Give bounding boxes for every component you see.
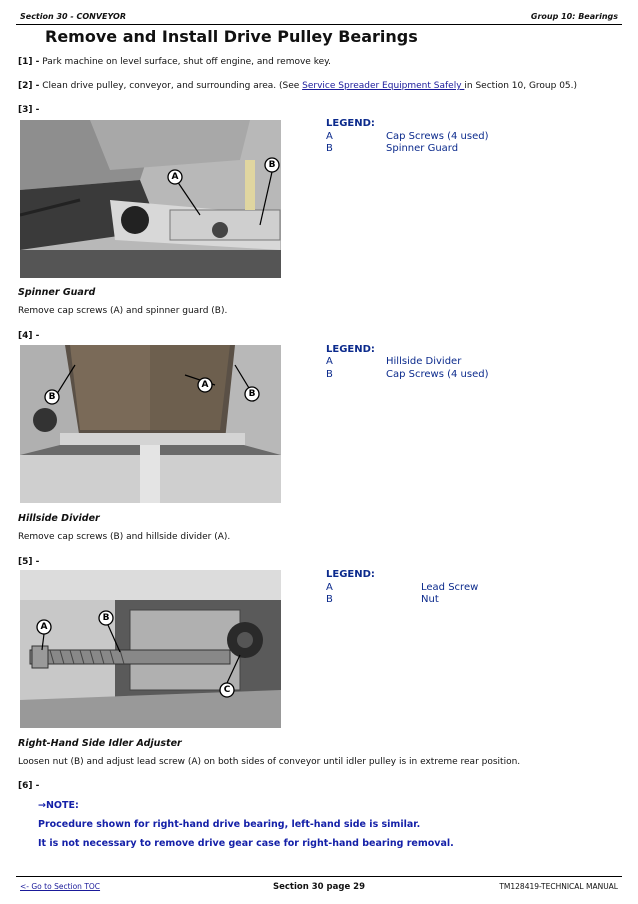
note-line-1: Procedure shown for right-hand drive bearing, left-hand side is similar. [38, 819, 421, 830]
legend-2-letter-a: A [326, 356, 333, 367]
step-3-number: [3] - [18, 105, 40, 115]
spinner-guard-photo [20, 120, 281, 278]
legend-3-label-b: Nut [421, 594, 439, 605]
page-number: Section 30 page 29 [273, 882, 365, 892]
step-4 [18, 330, 39, 342]
figure-3-instruction: Loosen nut (B) and adjust lead screw (A) on both sides of conveyor until idler pulley is in extreme rear position. [18, 757, 521, 767]
callout-a-2-label: A [201, 380, 209, 390]
step-5 [18, 556, 39, 568]
legend-1-letter-b: B [326, 143, 333, 154]
figure-1-caption: Spinner Guard [18, 287, 96, 298]
step-3 [18, 104, 39, 116]
header-group: Group 10: Bearings [530, 12, 618, 21]
spinner-guard-illustration [20, 120, 281, 278]
legend-1-title: LEGEND: [326, 118, 375, 129]
legend-1-letter-a: A [326, 131, 333, 142]
callout-b-1-label: B [268, 160, 276, 170]
header-section: Section 30 - CONVEYOR [20, 12, 126, 21]
hillside-divider-photo [20, 345, 281, 503]
callout-a-1-label: A [171, 172, 179, 182]
step-1 [18, 56, 331, 68]
step-2-number: [2] - [18, 81, 40, 91]
legend-3-label-a: Lead Screw [421, 582, 479, 593]
legend-1-label-b: Spinner Guard [386, 143, 459, 154]
step-6 [18, 780, 39, 792]
figure-3-caption: Right-Hand Side Idler Adjuster [18, 738, 182, 749]
legend-2-title: LEGEND: [326, 344, 375, 355]
safety-link[interactable]: Service Spreader Equipment Safely [302, 81, 465, 91]
figure-1-instruction: Remove cap screws (A) and spinner guard (B). [18, 306, 228, 316]
page-title: Remove and Install Drive Pulley Bearings [45, 27, 418, 46]
callout-b-3-label: B [102, 613, 110, 623]
footer-divider [16, 876, 622, 877]
legend-3-title: LEGEND: [326, 569, 375, 580]
step-5-number: [5] - [18, 557, 40, 567]
step-2-text-pre: Clean drive pulley, conveyor, and surrounding area. (See [42, 81, 303, 91]
figure-2-caption: Hillside Divider [18, 513, 100, 524]
step-4-number: [4] - [18, 331, 40, 341]
figure-2-instruction: Remove cap screws (B) and hillside divider (A). [18, 532, 231, 542]
step-1-text: Park machine on level surface, shut off engine, and remove key. [42, 57, 332, 67]
step-6-number: [6] - [18, 781, 40, 791]
callout-a-3-label: A [40, 622, 48, 632]
legend-2-label-a: Hillside Divider [386, 356, 462, 367]
legend-3-letter-a: A [326, 582, 333, 593]
callout-b-2-right-label: B [248, 389, 256, 399]
step-2 [18, 80, 577, 92]
step-2-text-post: in Section 10, Group 05.) [464, 81, 578, 91]
note-line-2: It is not necessary to remove drive gear case for right-hand bearing removal. [38, 838, 454, 849]
callout-b-2-left-label: B [48, 392, 56, 402]
manual-id: TM128419-TECHNICAL MANUAL [499, 882, 618, 891]
step-1-number: [1] - [18, 57, 40, 67]
note-label: →NOTE: [38, 800, 79, 811]
hillside-divider-illustration [20, 345, 281, 503]
legend-2-label-b: Cap Screws (4 used) [386, 369, 489, 380]
idler-adjuster-photo [20, 570, 281, 728]
callout-c-3-label: C [223, 685, 231, 695]
legend-3-letter-b: B [326, 594, 333, 605]
header-divider [16, 24, 622, 25]
legend-1-label-a: Cap Screws (4 used) [386, 131, 489, 142]
legend-2-letter-b: B [326, 369, 333, 380]
idler-adjuster-illustration [20, 570, 281, 728]
section-toc-link[interactable]: <- Go to Section TOC [20, 882, 101, 891]
